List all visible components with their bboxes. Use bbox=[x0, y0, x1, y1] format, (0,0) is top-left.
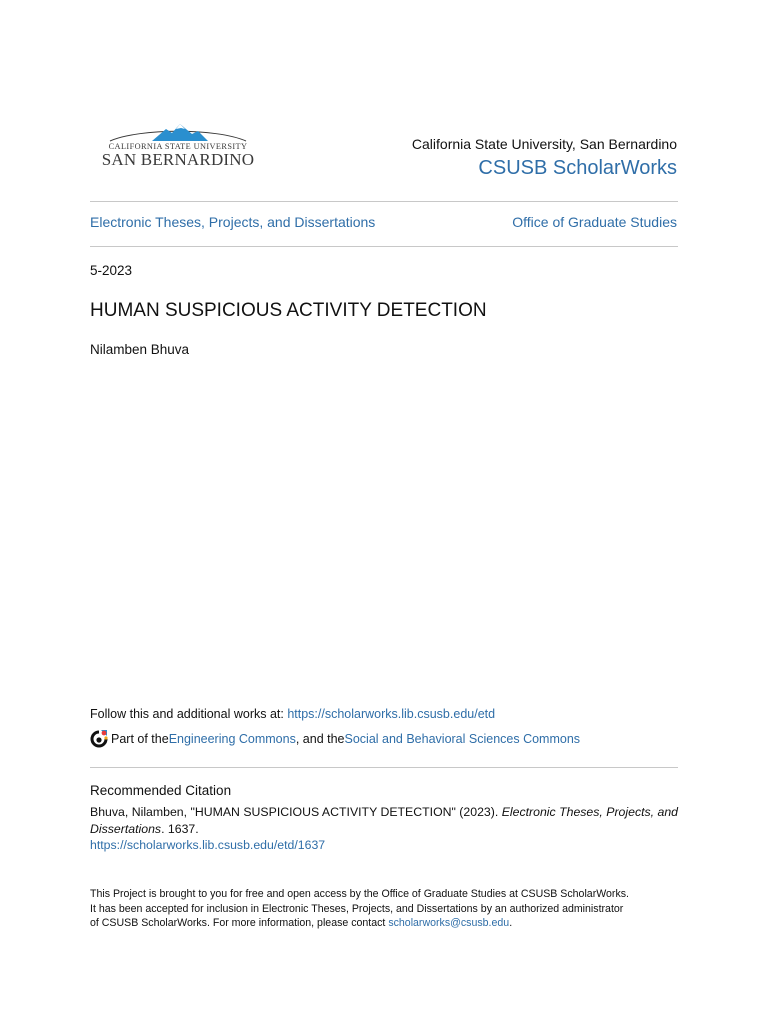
publication-date: 5-2023 bbox=[90, 263, 133, 278]
citation-heading: Recommended Citation bbox=[90, 783, 232, 798]
document-title: HUMAN SUSPICIOUS ACTIVITY DETECTION bbox=[90, 300, 487, 321]
citation-series: Electronic Theses, Projects, and Dissertations bbox=[90, 805, 679, 836]
author-name: Nilamben Bhuva bbox=[90, 342, 190, 357]
divider bbox=[90, 767, 678, 768]
csusb-logo[interactable] bbox=[100, 120, 256, 172]
access-notice bbox=[90, 887, 670, 931]
part-of-middle: , and the bbox=[295, 732, 345, 746]
follow-prefix: Follow this and additional works at: bbox=[90, 707, 288, 721]
divider bbox=[90, 246, 678, 247]
office-link[interactable]: Office of Graduate Studies bbox=[512, 214, 677, 230]
citation-url-link[interactable]: https://scholarworks.lib.csusb.edu/etd/1637 bbox=[90, 838, 326, 852]
mountain-logo-icon bbox=[100, 120, 256, 144]
logo-campus-line: SAN BERNARDINO bbox=[101, 150, 255, 169]
notice-line-2: It has been accepted for inclusion in Electronic Theses, Projects, and Dissertations by an authorized administrator bbox=[90, 902, 624, 915]
divider bbox=[90, 201, 678, 202]
citation-plain: Bhuva, Nilamben, "HUMAN SUSPICIOUS ACTIVITY DETECTION" (2023). bbox=[90, 805, 502, 819]
notice-line-3-suffix: . bbox=[509, 917, 513, 930]
social-sciences-commons-link[interactable]: Social and Behavioral Sciences Commons bbox=[344, 732, 581, 746]
citation-number: . 1637. bbox=[161, 821, 199, 836]
notice-line-1: This Project is brought to you for free and open access by the Office of Graduate Studies at CSUSB ScholarWorks. bbox=[90, 888, 629, 900]
institution-name: California State University, San Bernardino bbox=[411, 136, 677, 152]
follow-line bbox=[90, 707, 495, 721]
engineering-commons-link[interactable]: Engineering Commons bbox=[168, 732, 296, 746]
citation-text bbox=[90, 804, 680, 837]
network-commons-icon bbox=[90, 729, 108, 749]
part-of-prefix: Part of the bbox=[111, 732, 169, 746]
contact-email-link[interactable]: scholarworks@csusb.edu bbox=[388, 917, 510, 930]
notice-line-3 bbox=[90, 916, 670, 931]
collection-link[interactable]: Electronic Theses, Projects, and Dissertations bbox=[90, 214, 376, 230]
notice-line-3-prefix: of CSUSB ScholarWorks. For more information, please contact bbox=[90, 917, 389, 930]
follow-url-link[interactable]: https://scholarworks.lib.csusb.edu/etd bbox=[287, 707, 496, 721]
repository-link[interactable]: CSUSB ScholarWorks bbox=[478, 157, 677, 179]
logo-university-line: CALIFORNIA STATE UNIVERSITY bbox=[108, 142, 248, 151]
part-of-line bbox=[90, 729, 580, 749]
